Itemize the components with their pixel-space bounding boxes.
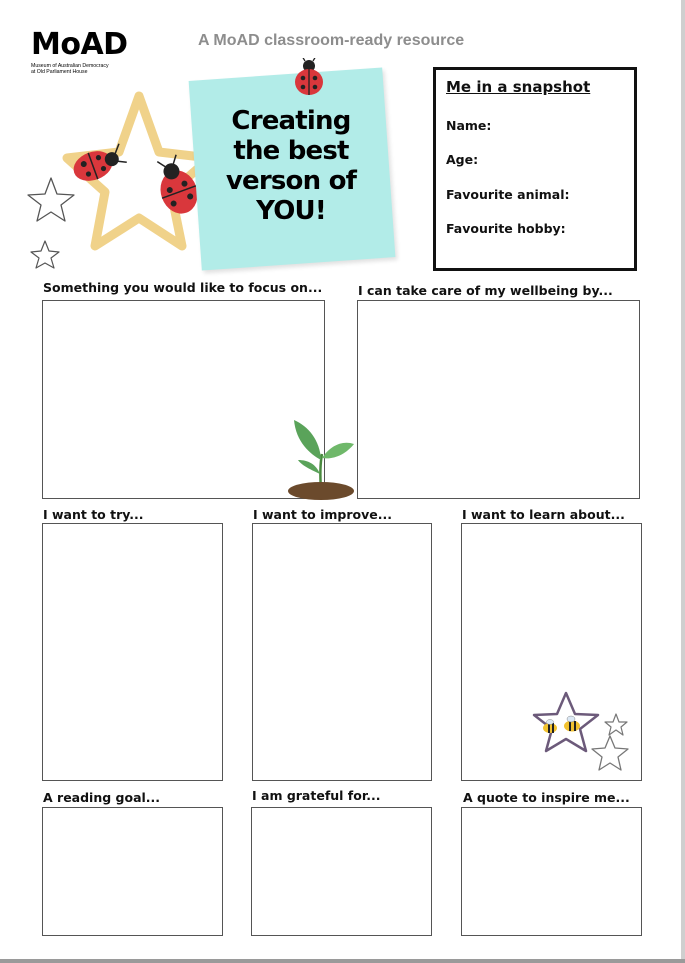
focus-box[interactable] (42, 300, 325, 499)
focus-label: Something you would like to focus on... (43, 280, 323, 295)
star-ladybug-illustration (25, 88, 215, 273)
quote-label: A quote to inspire me... (463, 790, 630, 805)
sprout-icon (284, 414, 358, 502)
age-field-label: Age: (446, 152, 479, 167)
snapshot-title: Me in a snapshot (446, 78, 591, 96)
try-box[interactable] (42, 523, 223, 781)
quote-box[interactable] (461, 807, 642, 936)
ladybug-pin-icon (292, 58, 326, 98)
logo-subtitle-line2: at Old Parliament House (31, 69, 88, 75)
title-line: Creating (231, 106, 351, 136)
resource-tagline: A MoAD classroom-ready resource (198, 32, 465, 49)
improve-label: I want to improve... (253, 507, 393, 522)
wellbeing-box[interactable] (357, 300, 640, 499)
improve-box[interactable] (252, 523, 432, 781)
logo-subtitle (31, 63, 141, 75)
try-label: I want to try... (43, 507, 144, 522)
page-edge-right (681, 0, 685, 963)
grateful-label: I am grateful for... (252, 788, 381, 803)
favourite-animal-label: Favourite animal: (446, 187, 570, 202)
reading-goal-label: A reading goal... (43, 790, 161, 805)
name-field-label: Name: (446, 118, 492, 133)
star-icon (592, 736, 628, 770)
reading-goal-box[interactable] (42, 807, 223, 936)
logo-subtitle-line1: Museum of Australian Democracy (31, 63, 109, 69)
small-star-icon (28, 178, 74, 221)
title-line: the best (233, 136, 349, 166)
wellbeing-label: I can take care of my wellbeing by... (358, 283, 613, 298)
worksheet-title (205, 106, 377, 226)
star-icon (605, 714, 627, 735)
grateful-box[interactable] (251, 807, 432, 936)
favourite-hobby-label: Favourite hobby: (446, 221, 566, 236)
star-icon (534, 693, 598, 751)
learn-label: I want to learn about... (462, 507, 625, 522)
bee-stars-illustration (528, 688, 636, 778)
tiny-star-icon (31, 241, 59, 268)
moad-logo: MoAD (31, 27, 128, 62)
snapshot-box (433, 67, 637, 271)
title-line: verson of (225, 166, 357, 196)
title-line: YOU! (256, 196, 326, 226)
page-edge-bottom (0, 959, 685, 963)
